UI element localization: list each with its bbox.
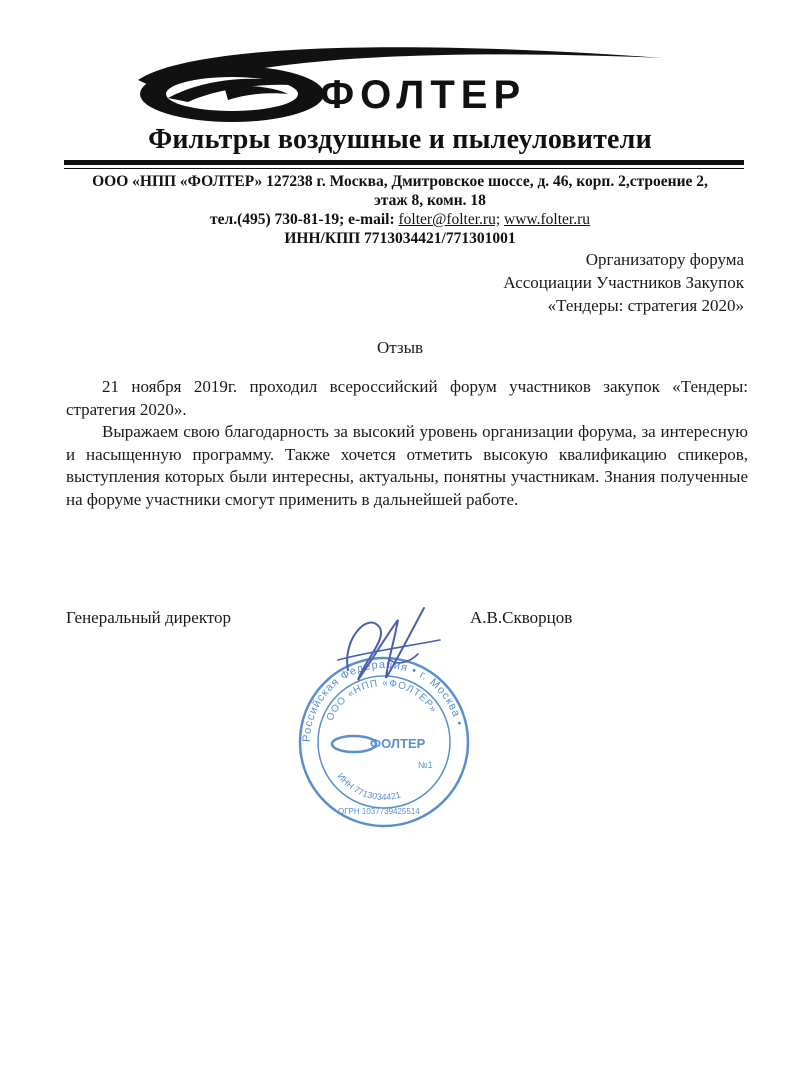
stamp-ogrn: ОГРН 1037739425514 xyxy=(338,807,420,816)
document-title: Отзыв xyxy=(376,338,424,357)
stamp-inn: ИНН 7713034421 xyxy=(335,771,402,802)
address-line-2: этаж 8, комн. 18 xyxy=(374,192,486,209)
website-link[interactable]: www.folter.ru xyxy=(504,211,590,228)
stamp-outer-text: Российская Федерация • г. Москва • xyxy=(300,658,466,743)
logo-brand-text: ФОЛТЕР xyxy=(320,73,527,117)
handwritten-signature xyxy=(328,600,448,695)
addressee-line-2: Ассоциации Участников Закупок xyxy=(503,273,744,292)
svg-text:ИНН 7713034421 xyxy=(335,771,401,802)
signatory-role: Генеральный директор xyxy=(66,608,232,627)
addressee-block xyxy=(503,248,744,317)
email-label: e-mail: xyxy=(348,211,395,228)
phone-text: тел.(495) 730-81-19; xyxy=(210,211,345,228)
inn-line: ИНН/КПП 7713034421/771301001 xyxy=(284,230,516,247)
folter-logo xyxy=(128,36,668,126)
email-link[interactable]: folter@folter.ru; xyxy=(398,211,501,228)
header-rule-thin xyxy=(64,168,744,169)
addressee-line-1: Организатору форума xyxy=(585,250,744,269)
addressee-line-3: «Тендеры: стратегия 2020» xyxy=(547,296,744,315)
header-rule-thick xyxy=(64,160,744,165)
document-body xyxy=(66,376,748,511)
company-details xyxy=(0,172,800,248)
company-tagline: Фильтры воздушные и пылеуловители xyxy=(148,124,652,155)
paragraph-2: Выражаем свою благодарность за высокий уровень организации форума, за интересную и насыщенную программу. Также хочется отметить высокую квалификацию спикеров, выступления которых были интересны, актуальны, понятны участникам. Знания полученные на форуме участники смогут применить в дальнейшей работе. xyxy=(66,422,748,509)
signatory-name: А.В.Скворцов xyxy=(470,608,573,627)
stamp-inner-text: ООО «НПП «ФОЛТЕР» xyxy=(324,677,440,723)
paragraph-1: 21 ноября 2019г. проходил всероссийский форум участников закупок «Тендеры: стратегия 2020». xyxy=(66,377,748,419)
stamp-brand: ФОЛТЕР xyxy=(370,736,426,751)
stamp-number: №1 xyxy=(418,760,433,770)
contact-line xyxy=(0,210,800,229)
address-line-1: ООО «НПП «ФОЛТЕР» 127238 г. Москва, Дмитровское шоссе, д. 46, корп. 2,строение 2, xyxy=(92,173,708,190)
